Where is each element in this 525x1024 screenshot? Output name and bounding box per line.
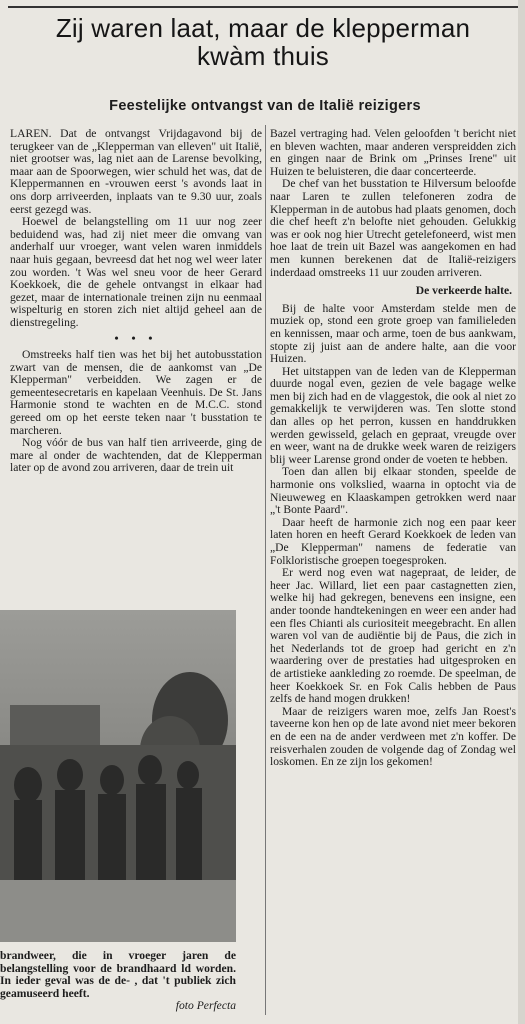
caption-text: brandweer, die in vroeger jaren de belangstelling voor de brandhaard ld worden. In ieder geval was de de- , dat 't publiek zich geamuseerd heeft. [0,949,236,1000]
section-title: De verkeerde halte. [415,284,512,298]
headline-line-1: Zij waren laat, maar de klepperman [55,13,471,43]
paragraph: Bij de halte voor Amsterdam stelde men de muziek op, stond een grote groep van familieleden en kennissen, maar och arme, toen de bus aankwam, stopte zij juist aan de andere halte, aan die voor Huizen. [270,301,516,366]
headline-line-2: kwàm thuis [196,41,330,71]
paragraph: De chef van het busstation te Hilversum beloofde naar Laren te zullen telefoneren zodra de Klepperman in de autobus had plaats genomen, doch die chef heeft z'n belofte niet gehouden. Gelukkig was er ook nog hier Utrecht getelefoneerd, wist men hoe laat de trein uit Bazel was aangekomen en had men kunnen berekenen dat de Italië-reizigers inderdaad omstreeks 11 uur zouden arriveren. [270,177,516,279]
paragraph: LAREN. Dat de ontvangst Vrijdagavond bij de terugkeer van de „Klepperman van elleven" uit Italië, niet grootser was, lag niet aan de Larense bevolking, maar aan de Spoorwegen, wier schuld het was, dat de Kleppermannen en -vrouwen eerst 's avonds laat in ons dorp arriveerden, inplaats van te 9.30 uur, zoals eerst gezegd was. [10,127,262,216]
page-edge [518,0,525,1024]
paragraph: Maar de reizigers waren moe, zelfs Jan Roest's taveerne kon hen op de late avond niet meer bekoren en de een na de ander verdween met z'n koffer. De reisverhalen zouden de volgende dag of Zondag wel loskomen. En ze zijn los gekomen! [270,704,516,769]
photo-credit: foto Perfecta [175,999,236,1013]
paragraph: Toen dan allen bij elkaar stonden, speelde de harmonie ons volkslied, waarna in optocht via de Nieuweweg en Klaaskampen getrokken werd naar „'t Bonte Paard". [270,465,516,517]
paragraph: Nog vóór de bus van half tien arriveerde, ging de mare al onder de wachtenden, dat de Klepperman later op de avond zou arriveren, daar de trein uit [10,436,262,475]
left-column [10,128,262,475]
headline [8,14,518,70]
paragraph: Het uitstappen van de leden van de Klepperman duurde nogal even, gezien de vele bagage welke men bij zich had en de vlaggestok, die ook al niet zo gemakkelijk te verwijderen was. Ten slotte stond dan alles op het perron, kussen en handdrukken werden gewisseld, gelach en gepraat, vreugde over en weer, want na de drukke week waren de reizigers blij weer Larense grond onder de voeten te hebben. [270,364,516,466]
column-divider [265,125,266,1015]
right-column [270,128,516,769]
news-photo [0,610,236,942]
photo-image [0,610,236,942]
paragraph: Er werd nog even wat nagepraat, de leider, de heer Jac. Willard, liet een paar castagnetten zien, welke hij had gekregen, benevens een insigne, een ander toonde handtekeningen en weer een ander had een fles Chianti als curiositeit meegebracht. En allen waren vol van de audiëntie bij de Paus, die zich in het Nederlands tot de groep had gericht en z'n waardering over de prestaties had uitgesproken en de artistieke aankleding zo roemde. De speelman, de heer Koekkoek Sr. en Fok Calis hebben de Paus zelfs de hand mogen drukken! [270,566,516,706]
paragraph: Bazel vertraging had. Velen geloofden 't bericht niet en bleven wachten, maar anderen verspreidden zich en gingen naar de Brink om „Prinses Irene" uit Huizen te beluisteren, die daar concerteerde. [270,127,516,178]
section-separator: • • • [114,331,158,345]
paragraph: Hoewel de belangstelling om 11 uur nog zeer beduidend was, had zij niet meer die omvang van anderhalf uur vroeger, want velen waren inmiddels naar huis gegaan, bevreesd dat het nog wel weer later zou worden. 't Was wel sneu voor de heer Gerard Koekkoek, die de gehele ontvangst in elkaar had gezet, maar de internationale treinen zijn nu eenmaal wispelturig en storen zich niet altijd geheel aan de dienstregeling. [10,215,262,329]
photo-caption [0,950,236,1013]
top-rule [8,6,518,8]
paragraph: Omstreeks half tien was het bij het autobusstation zwart van de mensen, die de aankomst van „De Klepperman" verbeidden. We zagen er de gemeentesecretaris en kapelaan Veenhuis. De St. Jans Harmonie stond te wachten en de M.C.C. stond gereed om op het eerste teken naar 't busstation te marcheren. [10,348,262,437]
subheadline: Feestelijke ontvangst van de Italië reizigers [109,98,421,114]
paragraph: Daar heeft de harmonie zich nog een paar keer laten horen en heeft Gerard Koekkoek de leden van „De Klepperman" namens de federatie van Folkloristische groepen toegesproken. [270,515,516,567]
